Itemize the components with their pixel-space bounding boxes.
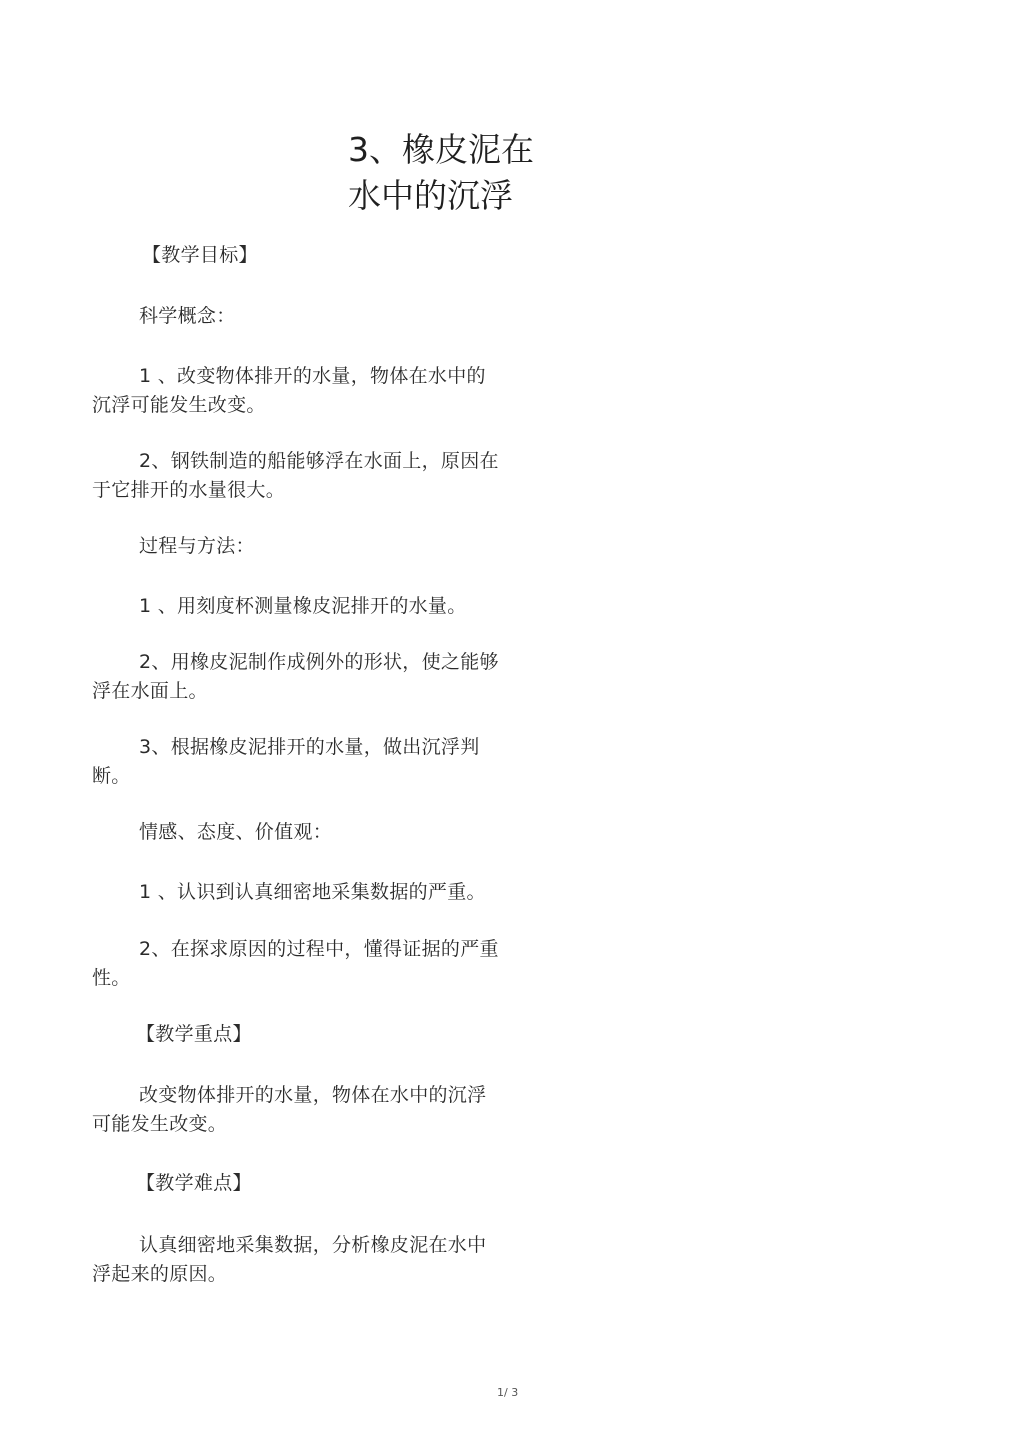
keypoint-line-2: 可能发生改变。 [92, 1113, 228, 1135]
attitude-2-line-1: 2、在探求原因的过程中，懂得证据的严重 [139, 938, 499, 960]
difficulty-line-1: 认真细密地采集数据，分析橡皮泥在水中 [139, 1234, 487, 1256]
concept-2-line-2: 于它排开的水量很大。 [92, 479, 286, 501]
concept-1-line-2: 沉浮可能发生改变。 [92, 394, 266, 416]
attitude-1: 1 、认识到认真细密地采集数据的严重。 [139, 881, 486, 903]
attitude-2-line-2: 性。 [92, 967, 131, 989]
process-3-line-1: 3、根据橡皮泥排开的水量，做出沉浮判 [139, 736, 480, 758]
objectives-heading: 【教学目标】 [142, 244, 258, 266]
keypoint-line-1: 改变物体排开的水量，物体在水中的沉浮 [139, 1084, 487, 1106]
process-heading: 过程与方法： [139, 535, 255, 557]
process-2-line-1: 2、用橡皮泥制作成例外的形状，使之能够 [139, 651, 499, 673]
process-1: 1 、用刻度杯测量橡皮泥排开的水量。 [139, 595, 467, 617]
process-2-line-2: 浮在水面上。 [92, 680, 208, 702]
concept-2-line-1: 2、钢铁制造的船能够浮在水面上，原因在 [139, 450, 499, 472]
document-title-line-1: 3、橡皮泥在 [348, 130, 534, 169]
document-title-line-2: 水中的沉浮 [348, 176, 513, 215]
concept-1-line-1: 1 、改变物体排开的水量，物体在水中的 [139, 365, 486, 387]
concepts-heading: 科学概念： [139, 305, 236, 327]
attitude-heading: 情感、态度、价值观： [139, 821, 333, 843]
process-3-line-2: 断。 [92, 765, 131, 787]
difficulty-heading: 【教学难点】 [136, 1172, 252, 1194]
keypoint-heading: 【教学重点】 [136, 1023, 252, 1045]
page-number: 1/ 3 [497, 1386, 519, 1399]
difficulty-line-2: 浮起来的原因。 [92, 1263, 228, 1285]
